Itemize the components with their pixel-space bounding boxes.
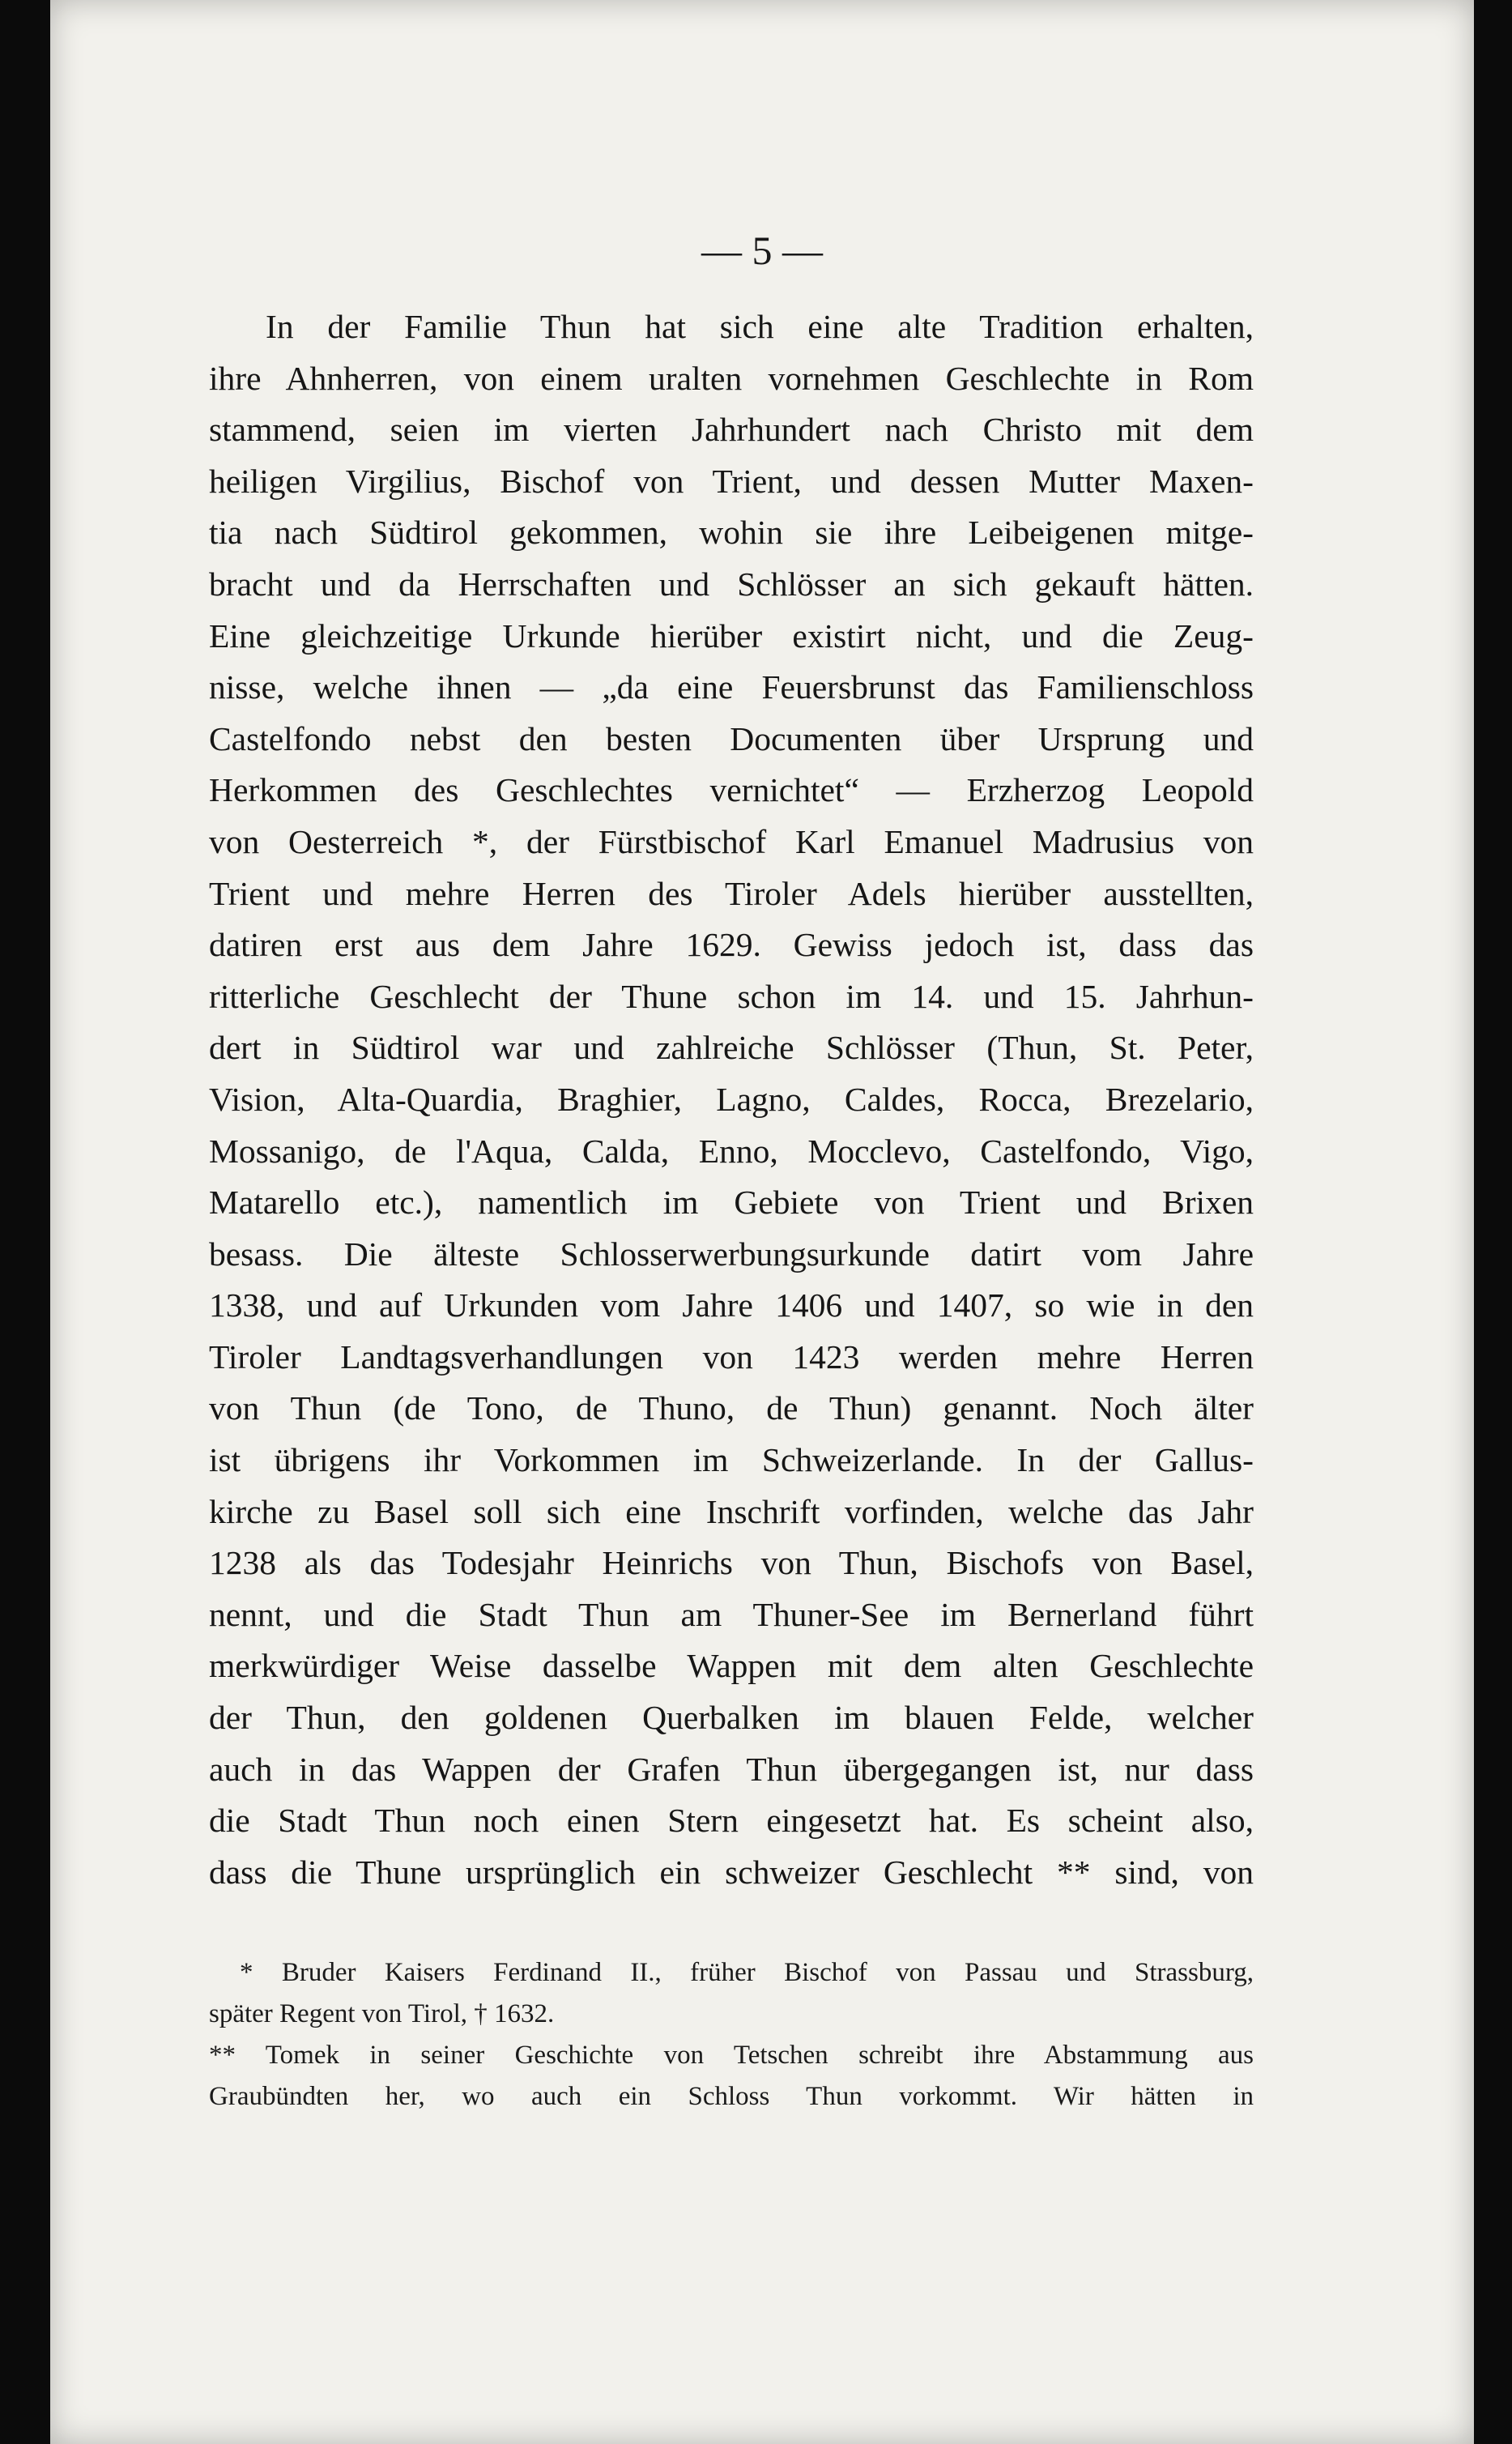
- text-line: 1238 als das Todesjahr Heinrichs von Thun, Bischofs von Basel,: [209, 1544, 1254, 1582]
- main-text: [209, 301, 1254, 1898]
- text-line: dass die Thune ursprünglich ein schweizer Geschlecht ** sind, von: [209, 1853, 1254, 1891]
- text-line: besass. Die älteste Schlosserwerbungsurkunde datirt vom Jahre: [209, 1235, 1254, 1273]
- text-line: Trient und mehre Herren des Tiroler Adels hierüber ausstellten,: [209, 874, 1254, 912]
- text-line: stammend, seien im vierten Jahrhundert nach Christo mit dem: [209, 411, 1254, 449]
- text-line: kirche zu Basel soll sich eine Inschrift vorfinden, welche das Jahr: [209, 1492, 1254, 1530]
- book-page: [50, 0, 1474, 2444]
- text-line: nisse, welche ihnen — „da eine Feuersbrunst das Familienschloss: [209, 668, 1254, 706]
- text-line: datiren erst aus dem Jahre 1629. Gewiss jedoch ist, dass das: [209, 926, 1254, 964]
- footnotes: [209, 1952, 1254, 2118]
- text-line: Mossanigo, de l'Aqua, Calda, Enno, Mocclevo, Castelfondo, Vigo,: [209, 1132, 1254, 1170]
- footnote-line: Graubündten her, wo auch ein Schloss Thun vorkommt. Wir hätten in: [209, 2082, 1254, 2111]
- text-line: Vision, Alta-Quardia, Braghier, Lagno, Caldes, Rocca, Brezelario,: [209, 1080, 1254, 1118]
- footnote-line: später Regent von Tirol, † 1632.: [209, 1999, 555, 2028]
- text-line: die Stadt Thun noch einen Stern eingesetzt hat. Es scheint also,: [209, 1802, 1254, 1840]
- text-line: Castelfondo nebst den besten Documenten über Ursprung und: [209, 719, 1254, 757]
- footnote-line: ** Tomek in seiner Geschichte von Tetschen schreibt ihre Abstammung aus: [209, 2041, 1254, 2070]
- text-line: merkwürdiger Weise dasselbe Wappen mit dem alten Geschlechte: [209, 1647, 1254, 1685]
- text-line: ihre Ahnherren, von einem uralten vornehmen Geschlechte in Rom: [209, 359, 1254, 397]
- text-line: Matarello etc.), namentlich im Gebiete von Trient und Brixen: [209, 1184, 1254, 1222]
- text-line: nennt, und die Stadt Thun am Thuner-See im Bernerland führt: [209, 1595, 1254, 1633]
- text-line: In der Familie Thun hat sich eine alte Tradition erhalten,: [266, 308, 1254, 345]
- text-line: von Thun (de Tono, de Thuno, de Thun) genannt. Noch älter: [209, 1389, 1254, 1427]
- text-line: Herkommen des Geschlechtes vernichtet“ — Erzherzog Leopold: [209, 771, 1254, 809]
- text-line: ist übrigens ihr Vorkommen im Schweizerlande. In der Gallus-: [209, 1441, 1254, 1479]
- text-line: ritterliche Geschlecht der Thune schon im 14. und 15. Jahrhun-: [209, 977, 1254, 1015]
- text-line: Eine gleichzeitige Urkunde hierüber existirt nicht, und die Zeug-: [209, 616, 1254, 655]
- text-line: heiligen Virgilius, Bischof von Trient, und dessen Mutter Maxen-: [209, 462, 1254, 500]
- text-line: bracht und da Herrschaften und Schlösser an sich gekauft hätten.: [209, 565, 1254, 603]
- text-line: tia nach Südtirol gekommen, wohin sie ihre Leibeigenen mitge-: [209, 514, 1254, 552]
- footnote-line: * Bruder Kaisers Ferdinand II., früher Bischof von Passau und Strassburg,: [240, 1958, 1254, 1987]
- text-line: 1338, und auf Urkunden vom Jahre 1406 und 1407, so wie in den: [209, 1286, 1254, 1324]
- text-line: auch in das Wappen der Grafen Thun übergegangen ist, nur dass: [209, 1750, 1254, 1788]
- text-line: von Oesterreich *, der Fürstbischof Karl Emanuel Madrusius von: [209, 822, 1254, 860]
- text-line: dert in Südtirol war und zahlreiche Schlösser (Thun, St. Peter,: [209, 1029, 1254, 1067]
- text-line: der Thun, den goldenen Querbalken im blauen Felde, welcher: [209, 1699, 1254, 1737]
- text-line: Tiroler Landtagsverhandlungen von 1423 werden mehre Herren: [209, 1337, 1254, 1376]
- page-number: — 5 —: [701, 228, 823, 273]
